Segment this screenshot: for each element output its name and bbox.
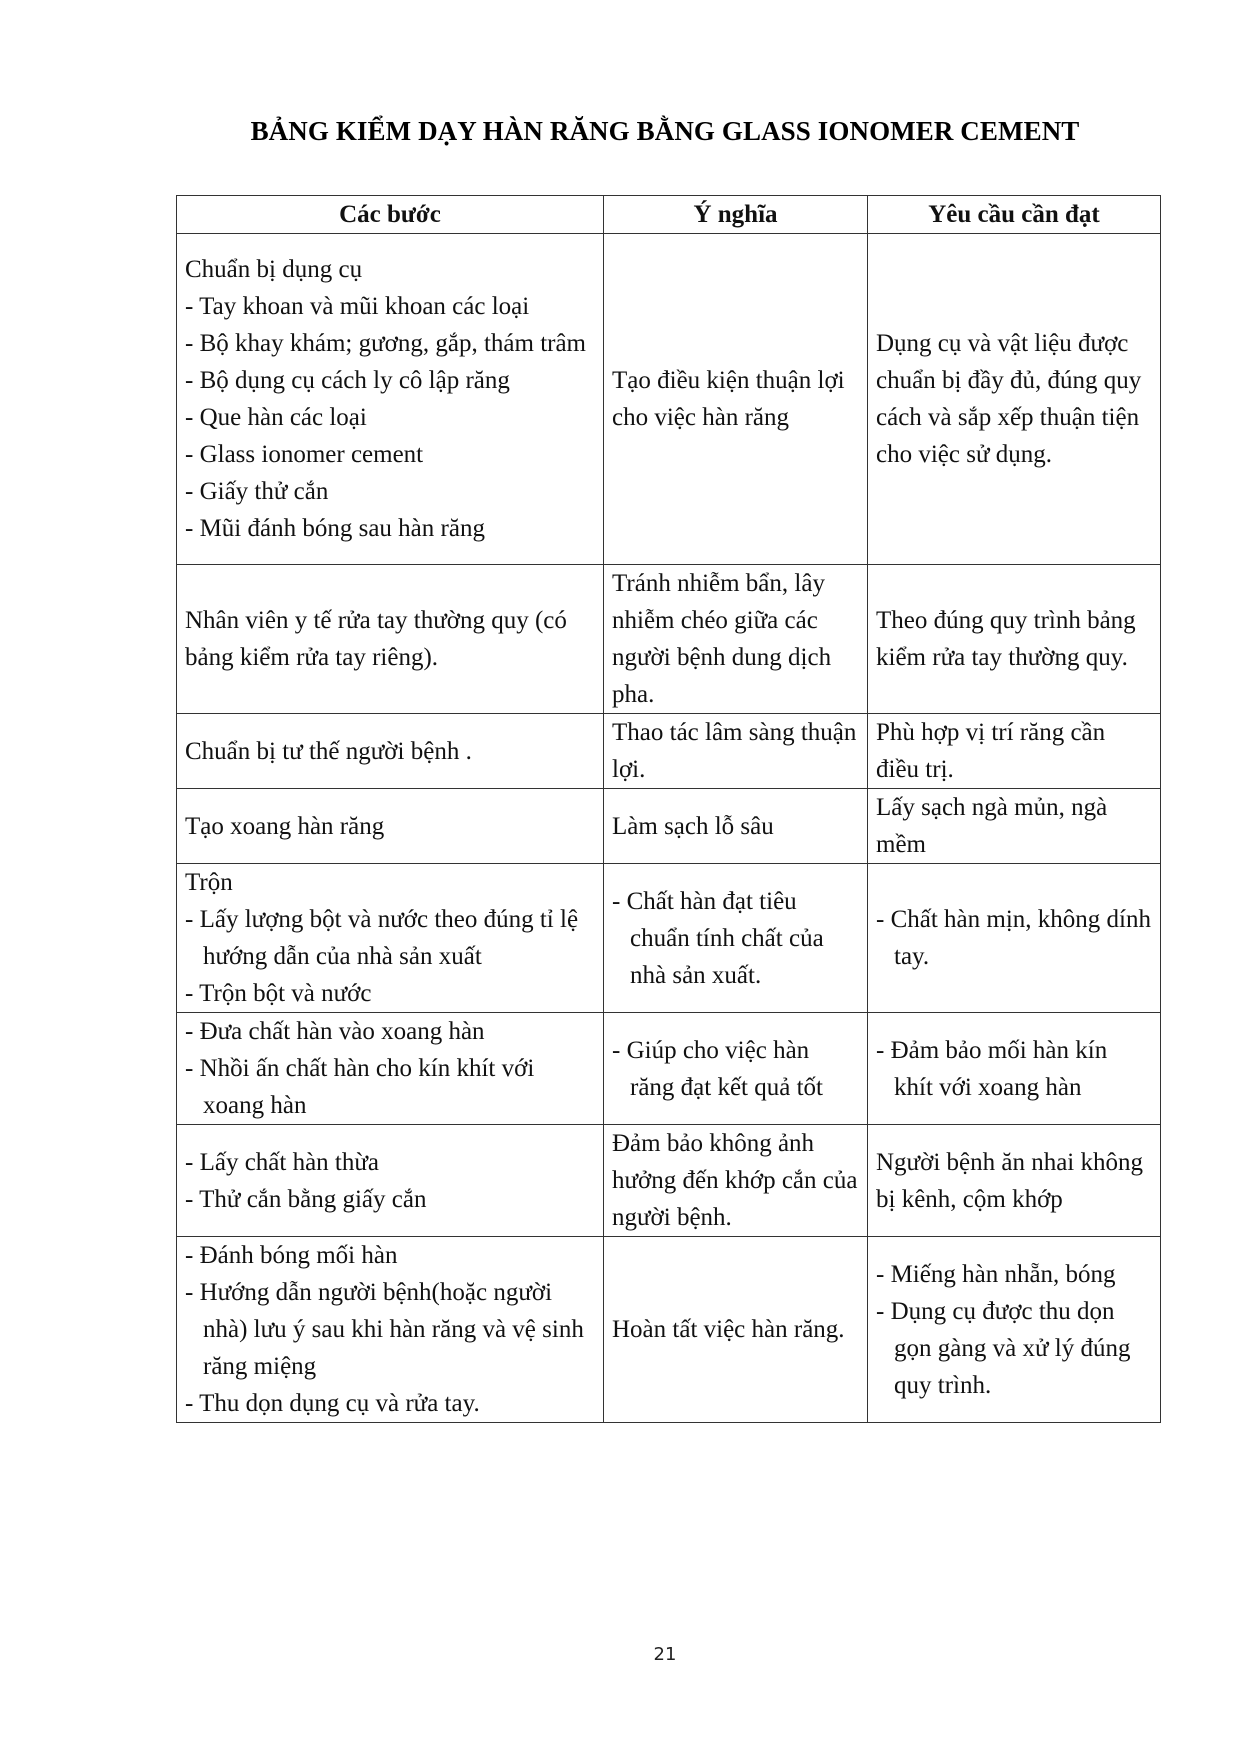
- list-item: - Thử cắn bằng giấy cắn: [185, 1181, 595, 1218]
- steps-cell: Chuẩn bị tư thế người bệnh .: [177, 714, 604, 789]
- table-row: [177, 1125, 1161, 1237]
- list-item: - Lấy lượng bột và nước theo đúng tỉ lệ hướng dẫn của nhà sản xuất: [185, 901, 595, 975]
- steps-cell: Tạo xoang hàn răng: [177, 789, 604, 864]
- list-item: - Giúp cho việc hàn răng đạt kết quả tốt: [612, 1032, 859, 1106]
- meaning-cell: Làm sạch lỗ sâu: [604, 789, 868, 864]
- list-item: - Bộ dụng cụ cách ly cô lập răng: [185, 362, 595, 399]
- meaning-cell: Hoàn tất việc hàn răng.: [604, 1237, 868, 1423]
- steps-cell: [177, 864, 604, 1013]
- list-item: - Miếng hàn nhẵn, bóng: [876, 1256, 1152, 1293]
- list-item: - Đánh bóng mối hàn: [185, 1237, 595, 1274]
- meaning-cell: Đảm bảo không ảnh hưởng đến khớp cắn của người bệnh.: [604, 1125, 868, 1237]
- meaning-cell: Tạo điều kiện thuận lợi cho việc hàn răng: [604, 234, 868, 565]
- table-row: [177, 864, 1161, 1013]
- list-item: - Dụng cụ được thu dọn gọn gàng và xử lý đúng quy trình.: [876, 1293, 1152, 1404]
- list-item: - Đưa chất hàn vào xoang hàn: [185, 1013, 595, 1050]
- steps-cell: [177, 234, 604, 565]
- table-row: [177, 1013, 1161, 1125]
- table-row: [177, 714, 1161, 789]
- list-item: - Hướng dẫn người bệnh(hoặc người nhà) lưu ý sau khi hàn răng và vệ sinh răng miệng: [185, 1274, 595, 1385]
- table-row: [177, 1237, 1161, 1423]
- requirement-cell: Theo đúng quy trình bảng kiểm rửa tay thường quy.: [868, 565, 1161, 714]
- steps-cell: [177, 1013, 604, 1125]
- list-item: - Lấy chất hàn thừa: [185, 1144, 595, 1181]
- list-item: - Giấy thử cắn: [185, 473, 595, 510]
- meaning-cell: [604, 1013, 868, 1125]
- list-item: - Trộn bột và nước: [185, 975, 595, 1012]
- table-row: [177, 234, 1161, 565]
- header-steps: Các bước: [177, 196, 604, 234]
- requirement-cell: [868, 864, 1161, 1013]
- list-item: - Thu dọn dụng cụ và rửa tay.: [185, 1385, 595, 1422]
- list-item: - Chất hàn đạt tiêu chuẩn tính chất của nhà sản xuất.: [612, 883, 859, 994]
- list-item: - Mũi đánh bóng sau hàn răng: [185, 510, 595, 547]
- table-row: [177, 565, 1161, 714]
- list-item: - Tay khoan và mũi khoan các loại: [185, 288, 595, 325]
- steps-heading: Chuẩn bị dụng cụ: [185, 256, 363, 283]
- list-item: - Que hàn các loại: [185, 399, 595, 436]
- requirement-cell: Người bệnh ăn nhai không bị kênh, cộm khớp: [868, 1125, 1161, 1237]
- steps-cell: [177, 1237, 604, 1423]
- list-item: - Nhồi ấn chất hàn cho kín khít với xoang hàn: [185, 1050, 595, 1124]
- requirement-cell: Dụng cụ và vật liệu được chuẩn bị đầy đủ, đúng quy cách và sắp xếp thuận tiện cho việc sử dụng.: [868, 234, 1161, 565]
- list-item: - Glass ionomer cement: [185, 436, 595, 473]
- table-header-row: [177, 196, 1161, 234]
- checklist-table: [176, 195, 1161, 1423]
- list-item: - Chất hàn mịn, không dính tay.: [876, 901, 1152, 975]
- meaning-cell: Thao tác lâm sàng thuận lợi.: [604, 714, 868, 789]
- requirement-cell: Phù hợp vị trí răng cần điều trị.: [868, 714, 1161, 789]
- list-item: - Đảm bảo mối hàn kín khít với xoang hàn: [876, 1032, 1152, 1106]
- steps-cell: [177, 1125, 604, 1237]
- header-meaning: Ý nghĩa: [604, 196, 868, 234]
- list-item: - Bộ khay khám; gương, gắp, thám trâm: [185, 325, 595, 362]
- steps-cell: Nhân viên y tế rửa tay thường quy (có bảng kiểm rửa tay riêng).: [177, 565, 604, 714]
- header-requirement: Yêu cầu cần đạt: [868, 196, 1161, 234]
- page-title: BẢNG KIỂM DẠY HÀN RĂNG BẰNG GLASS IONOMER CEMENT: [250, 116, 1080, 146]
- table-row: [177, 789, 1161, 864]
- meaning-cell: Tránh nhiễm bẩn, lây nhiễm chéo giữa các người bệnh dung dịch pha.: [604, 565, 868, 714]
- requirement-cell: Lấy sạch ngà mủn, ngà mềm: [868, 789, 1161, 864]
- requirement-cell: [868, 1013, 1161, 1125]
- steps-heading: Trộn: [185, 869, 233, 896]
- page-number: 21: [653, 1644, 677, 1665]
- requirement-cell: [868, 1237, 1161, 1423]
- meaning-cell: [604, 864, 868, 1013]
